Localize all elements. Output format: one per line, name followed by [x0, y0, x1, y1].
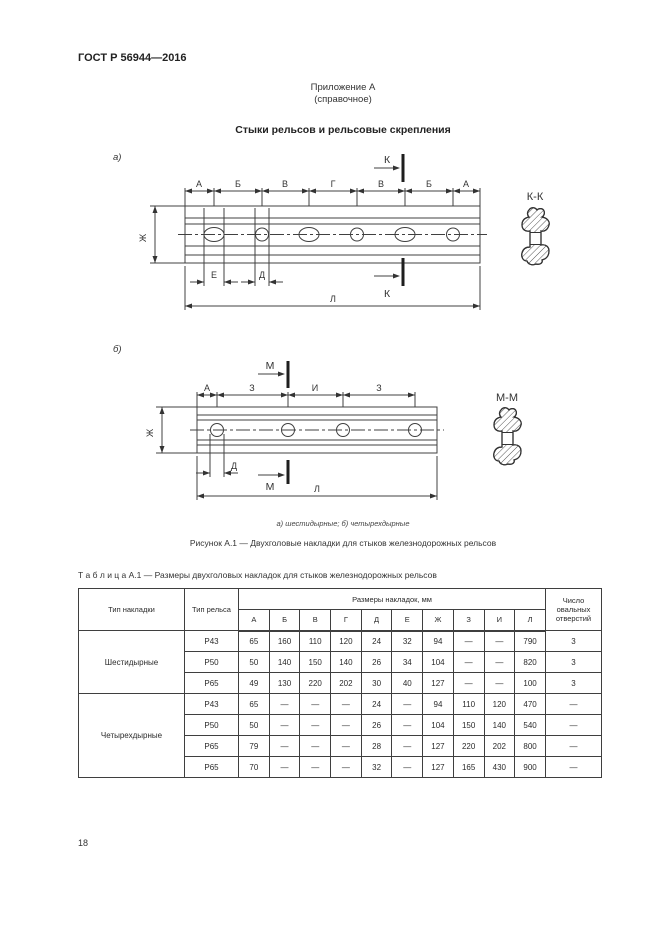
dimension-value-cell: 50 — [239, 652, 270, 673]
figure-caption: Рисунок А.1 — Двухголовые накладки для стыков железнодорожных рельсов — [189, 538, 497, 548]
dimension-value-cell: 470 — [515, 694, 546, 715]
dimension-value-cell: — — [269, 736, 300, 757]
hole-dimension-e — [190, 208, 238, 286]
dimension-value-cell: — — [331, 736, 362, 757]
section-letter: М — [265, 481, 275, 493]
dimension-value-cell: 120 — [484, 694, 515, 715]
rail-type-cell: Р50 — [185, 715, 239, 736]
dim-label: З — [376, 383, 382, 393]
dimension-value-cell: 26 — [361, 715, 392, 736]
dimension-value-cell: — — [484, 673, 515, 694]
dim-label: З — [249, 383, 255, 393]
plate-body — [190, 407, 444, 453]
section-view-title: М-М — [496, 392, 518, 404]
oval-holes-count-cell: — — [546, 694, 602, 715]
col-header-dim-l: Л — [515, 610, 546, 631]
dimension-value-cell: 127 — [423, 673, 454, 694]
section-letter: М — [265, 360, 275, 372]
rail-bar-cross-section — [494, 408, 521, 465]
section-marker-m-bottom — [258, 460, 288, 493]
rail-type-cell: Р43 — [185, 694, 239, 715]
dimension-value-cell: — — [392, 757, 423, 778]
rail-type-cell: Р65 — [185, 673, 239, 694]
dimension-value-cell: 34 — [392, 652, 423, 673]
dimension-value-cell: — — [392, 694, 423, 715]
dimension-value-cell: 202 — [484, 736, 515, 757]
section-view-mm — [471, 388, 543, 478]
dimension-value-cell: 430 — [484, 757, 515, 778]
dim-label: А — [462, 179, 470, 189]
dimension-value-cell: 49 — [239, 673, 270, 694]
dimension-value-cell: — — [453, 652, 484, 673]
dim-label: А — [195, 179, 203, 189]
drawing-six-hole-plate — [100, 146, 530, 320]
rail-bar-cross-section — [522, 208, 549, 265]
dimension-value-cell: — — [269, 757, 300, 778]
dimension-value-cell: 540 — [515, 715, 546, 736]
col-header-dim-a: А — [239, 610, 270, 631]
dimension-value-cell: 79 — [239, 736, 270, 757]
dimensions-table — [78, 588, 602, 778]
col-header-dim-i: И — [484, 610, 515, 631]
section-marker-k-bottom — [374, 258, 403, 300]
dimension-value-cell: 65 — [239, 694, 270, 715]
col-header-rail-type: Тип рельса — [185, 589, 239, 631]
dimension-value-cell: — — [484, 631, 515, 652]
section-letter: К — [383, 288, 391, 300]
oval-holes-count-cell: — — [546, 757, 602, 778]
dimension-value-cell: 24 — [361, 694, 392, 715]
dimension-value-cell: — — [300, 736, 331, 757]
dimension-value-cell: — — [484, 652, 515, 673]
rail-type-cell: Р65 — [185, 757, 239, 778]
annex-subtitle: (справочное) — [314, 94, 372, 105]
figure-a-label: а) — [113, 152, 122, 163]
dimension-value-cell: 30 — [361, 673, 392, 694]
annex-heading — [78, 82, 608, 106]
dimension-value-cell: 140 — [269, 652, 300, 673]
dimension-value-cell: 220 — [453, 736, 484, 757]
dimension-value-cell: 160 — [269, 631, 300, 652]
table-row — [79, 631, 602, 652]
dim-label: В — [377, 179, 385, 189]
dimension-value-cell: 26 — [361, 652, 392, 673]
dim-height-label: Ж — [138, 233, 148, 243]
section-letter: К — [383, 154, 391, 166]
dimension-value-cell: 28 — [361, 736, 392, 757]
col-header-sizes-group: Размеры накладок, мм — [239, 589, 546, 610]
rail-type-cell: Р43 — [185, 631, 239, 652]
dim-oval-hole-label: Е — [210, 270, 218, 280]
section-marker-k-top — [374, 154, 403, 182]
dim-round-hole-label: Д — [230, 461, 238, 471]
dimension-value-cell: 900 — [515, 757, 546, 778]
dimension-value-cell: 140 — [331, 652, 362, 673]
section-marker-m-top — [258, 360, 288, 388]
dimension-value-cell: — — [392, 736, 423, 757]
dimension-value-cell: 150 — [453, 715, 484, 736]
dimension-value-cell: 150 — [300, 652, 331, 673]
rail-type-cell: Р50 — [185, 652, 239, 673]
dimension-value-cell: 202 — [331, 673, 362, 694]
dimension-value-cell: 220 — [300, 673, 331, 694]
oval-holes-count-cell: — — [546, 736, 602, 757]
col-header-dim-e: Е — [392, 610, 423, 631]
dimension-value-cell: 110 — [453, 694, 484, 715]
figure-variants-caption: а) шестидырные; б) четырехдырные — [276, 519, 410, 528]
col-header-oval-holes: Число овальных отверстий — [546, 589, 602, 631]
dim-label: Б — [426, 179, 432, 189]
height-dimension — [138, 206, 185, 263]
oval-holes-count-cell: 3 — [546, 631, 602, 652]
dimension-value-cell: 790 — [515, 631, 546, 652]
drawing-four-hole-plate — [100, 338, 530, 508]
dim-label: Г — [330, 179, 336, 189]
rail-type-cell: Р65 — [185, 736, 239, 757]
dimension-value-cell: 24 — [361, 631, 392, 652]
dimension-value-cell: — — [269, 694, 300, 715]
plate-type-cell: Четырехдырные — [79, 694, 185, 778]
dimension-value-cell: — — [300, 757, 331, 778]
table-title: Т а б л и ц а А.1 — Размеры двухголовых накладок для стыков железнодорожных рельсов — [78, 570, 437, 580]
dimension-value-cell: 104 — [423, 715, 454, 736]
col-header-dim-g: Г — [331, 610, 362, 631]
dimension-value-cell: 120 — [331, 631, 362, 652]
dimension-value-cell: 70 — [239, 757, 270, 778]
section-title: Стыки рельсов и рельсовые скрепления — [235, 124, 451, 136]
oval-holes-count-cell: — — [546, 715, 602, 736]
dimension-value-cell: 40 — [392, 673, 423, 694]
col-header-dim-d: Д — [361, 610, 392, 631]
oval-holes-count-cell: 3 — [546, 652, 602, 673]
top-dimension-labels — [196, 179, 469, 189]
dimension-value-cell: 100 — [515, 673, 546, 694]
dimension-value-cell: 32 — [361, 757, 392, 778]
dimension-value-cell: — — [453, 631, 484, 652]
col-header-dim-zh: Ж — [423, 610, 454, 631]
table-row — [79, 694, 602, 715]
dimension-value-cell: 65 — [239, 631, 270, 652]
document-standard-number: ГОСТ Р 56944—2016 — [78, 52, 187, 64]
dimension-value-cell: 94 — [423, 694, 454, 715]
dimension-value-cell: 50 — [239, 715, 270, 736]
dim-height-label: Ж — [145, 428, 155, 438]
dimension-value-cell: 94 — [423, 631, 454, 652]
dim-label: И — [311, 383, 319, 393]
dimension-value-cell: 140 — [484, 715, 515, 736]
col-header-dim-b: Б — [269, 610, 300, 631]
dimension-value-cell: 32 — [392, 631, 423, 652]
dimension-value-cell: 130 — [269, 673, 300, 694]
dim-length-label: Л — [314, 484, 320, 494]
dimension-value-cell: 800 — [515, 736, 546, 757]
dimension-value-cell: — — [331, 715, 362, 736]
length-dimension — [185, 266, 480, 310]
top-dimension-labels — [204, 383, 382, 393]
oval-holes-count-cell: 3 — [546, 673, 602, 694]
plate-type-cell: Шестидырные — [79, 631, 185, 694]
section-view-title: К-К — [526, 191, 544, 203]
dimension-value-cell: 165 — [453, 757, 484, 778]
top-dimension-lines — [197, 392, 415, 407]
dimension-value-cell: — — [300, 715, 331, 736]
height-dimension — [145, 407, 197, 453]
dim-label: В — [281, 179, 289, 189]
hole-dimension-d — [241, 208, 283, 286]
dimension-value-cell: — — [392, 715, 423, 736]
col-header-plate-type: Тип накладки — [79, 589, 185, 631]
col-header-dim-v: В — [300, 610, 331, 631]
dimension-value-cell: — — [453, 673, 484, 694]
figure-b-label: б) — [113, 344, 122, 355]
dim-label: А — [203, 383, 211, 393]
top-dimension-lines — [185, 188, 480, 206]
dimension-value-cell: — — [331, 757, 362, 778]
dimension-value-cell: 104 — [423, 652, 454, 673]
annex-title: Приложение А — [310, 82, 376, 93]
dim-length-label: Л — [330, 294, 336, 304]
section-view-kk — [499, 186, 571, 298]
dimension-value-cell: 820 — [515, 652, 546, 673]
col-header-dim-z: З — [453, 610, 484, 631]
dimension-value-cell: — — [269, 715, 300, 736]
dimension-value-cell: 110 — [300, 631, 331, 652]
dimension-value-cell: — — [300, 694, 331, 715]
dim-round-hole-label: Д — [258, 270, 266, 280]
table-header — [79, 589, 602, 631]
dim-label: Б — [235, 179, 241, 189]
dimension-value-cell: — — [331, 694, 362, 715]
dimension-value-cell: 127 — [423, 757, 454, 778]
page-number: 18 — [78, 838, 89, 848]
dimension-value-cell: 127 — [423, 736, 454, 757]
table-body — [79, 631, 602, 778]
